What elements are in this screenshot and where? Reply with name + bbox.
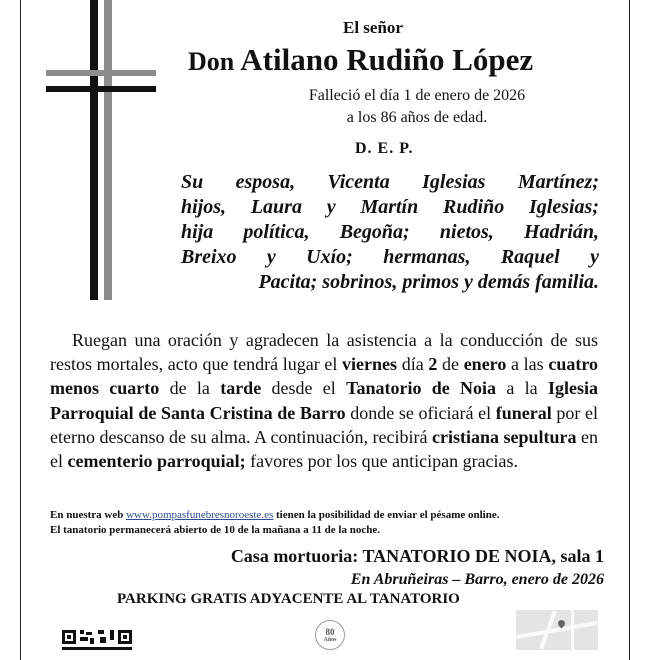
text-segment: desde el — [261, 378, 347, 399]
cross-horizontal-grey — [46, 70, 156, 76]
seal-text: Años — [323, 637, 337, 643]
anniversary-seal-icon — [315, 620, 345, 650]
map-location-icon — [516, 610, 598, 650]
bold-segment: Iglesia Parroquial de Santa Cristina de Barro — [50, 378, 598, 423]
text-segment: donde se oficiará el — [345, 402, 496, 423]
cross-vertical-grey — [104, 0, 112, 300]
family-line: Su esposa, Vicenta Iglesias Martínez; — [181, 171, 599, 193]
death-date: Falleció el día 1 de enero de 2026 — [308, 87, 526, 104]
bold-segment: Tanatorio de Noia — [346, 378, 497, 399]
bold-segment: enero — [463, 354, 507, 375]
family-list — [181, 170, 599, 295]
cross-horizontal-black — [46, 86, 156, 92]
bold-segment: viernes — [342, 354, 398, 375]
family-line: hijos, Laura y Martín Rudiño Iglesias; — [181, 196, 599, 218]
text-segment: en el — [50, 426, 598, 472]
rip-text: D. E. P. — [355, 140, 414, 157]
text-segment: favores por los que anticipan gracias. — [245, 451, 519, 472]
text-segment: a la — [496, 378, 548, 399]
web-notice-prefix: En nuestra web — [50, 509, 127, 521]
text-segment: por el eterno descanso de su alma. A continuación, recibirá — [50, 402, 599, 447]
bold-segment: 2 — [428, 354, 438, 375]
cross-icon — [46, 0, 156, 300]
full-name: Atilano Rudiño López — [240, 42, 534, 77]
bold-segment: tarde — [220, 378, 262, 399]
age-at-death: a los 86 años de edad. — [346, 109, 488, 126]
family-line: Pacita; sobrinos, primos y demás familia. — [258, 271, 599, 293]
bold-segment: funeral — [495, 402, 552, 423]
intro-text: El señor — [343, 18, 403, 37]
cross-vertical-black — [90, 0, 98, 300]
family-line: hija política, Begoña; nietos, Hadrián, — [181, 221, 599, 243]
text-segment: a las — [506, 354, 549, 375]
text-segment: día — [397, 354, 429, 375]
bold-segment: cristiana sepultura — [431, 426, 577, 447]
website-link[interactable]: www.pompasfunebresnoroeste.es — [126, 509, 274, 521]
web-notice-suffix: tienen la posibilidad de enviar el pésame online. — [273, 509, 500, 521]
seal-number: 80 — [325, 627, 335, 637]
place-and-date: En Abruñeiras – Barro, enero de 2026 — [350, 571, 604, 588]
family-line: Breixo y Uxío; hermanas, Raquel y — [181, 246, 599, 268]
opening-hours-line: El tanatorio permanecerá abierto de 10 de la mañana a 11 de la noche. — [50, 524, 380, 536]
bold-segment: cementerio parroquial; — [67, 451, 246, 472]
announcement-paragraph — [50, 328, 598, 473]
text-segment: Ruegan una oración y agradecen la asistencia a la conducción de sus restos mortales, acto que tendrá lugar el — [50, 330, 598, 375]
bold-segment: cuatro menos cuarto — [50, 354, 598, 399]
web-notice-line — [50, 508, 610, 523]
parking-notice: PARKING GRATIS ADYACENTE AL TANATORIO — [117, 591, 460, 607]
text-segment: de la — [159, 378, 221, 399]
honorific: Don — [188, 47, 235, 76]
qr-code-icon — [62, 628, 142, 650]
text-segment: de — [437, 354, 464, 375]
mortuary-location: Casa mortuoria: TANATORIO DE NOIA, sala 1 — [230, 546, 604, 566]
web-notice — [50, 508, 610, 538]
deceased-name — [188, 42, 608, 78]
